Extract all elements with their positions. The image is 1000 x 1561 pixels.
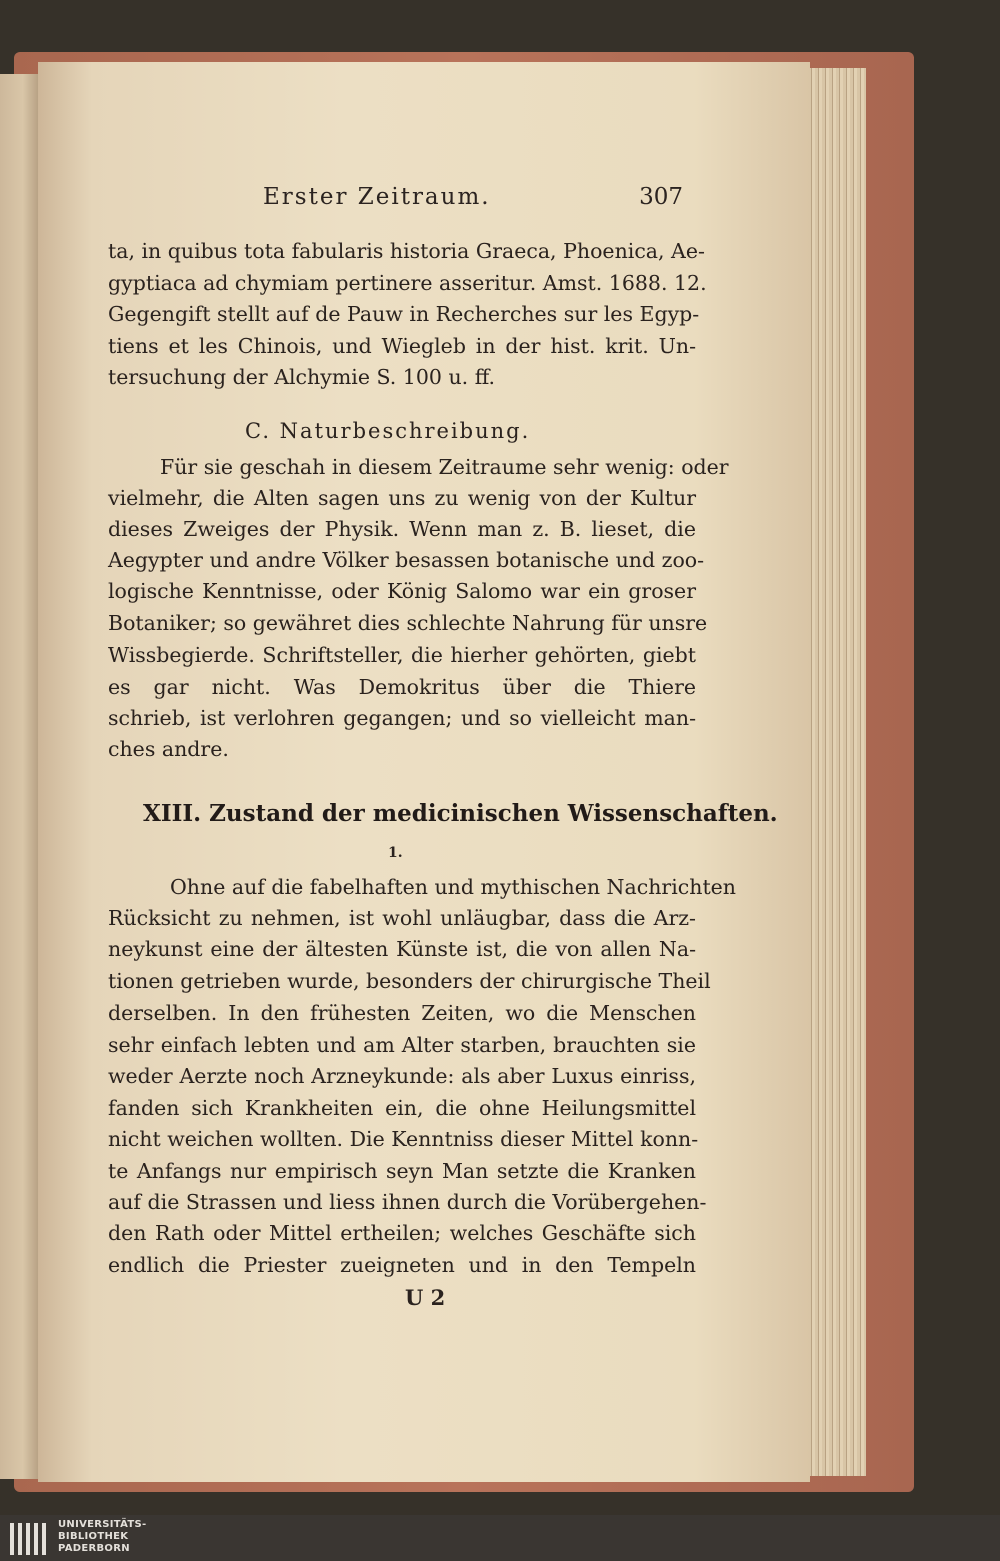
text-line: Aegypter und andre Völker besassen botanische und zoo- (108, 548, 705, 572)
text-line: schrieb, ist verlohren gegangen; und so vielleicht man- (108, 706, 696, 730)
text-line: Für sie geschah in diesem Zeitraume sehr wenig: oder (160, 455, 729, 479)
text-line: nicht weichen wollten. Die Kenntniss dieser Mittel konn- (108, 1127, 699, 1151)
left-page-edge (0, 74, 38, 1479)
library-logo-line: UNIVERSITÄTS- (58, 1519, 147, 1530)
text-line: neykunst eine der ältesten Künste ist, die von allen Na- (108, 937, 696, 961)
text-line: fanden sich Krankheiten ein, die ohne Heilungsmittel (108, 1096, 696, 1120)
section-number: 1. (388, 845, 403, 861)
library-footer-bar (0, 1515, 1000, 1561)
signature-mark: U 2 (405, 1285, 446, 1310)
page-stack-edges (808, 68, 866, 1476)
text-line: ches andre. (108, 737, 229, 761)
text-line: dieses Zweiges der Physik. Wenn man z. B. lieset, die (108, 517, 696, 541)
text-line: tionen getrieben wurde, besonders der chirurgische Theil (108, 969, 711, 993)
text-line: Wissbegierde. Schriftsteller, die hierher gehörten, giebt (108, 643, 696, 667)
text-line: ta, in quibus tota fabularis historia Graeca, Phoenica, Ae- (108, 239, 705, 263)
text-line: te Anfangs nur empirisch seyn Man setzte die Kranken (108, 1159, 696, 1183)
text-line: logische Kenntnisse, oder König Salomo war ein groser (108, 579, 696, 603)
text-line: auf die Strassen und liess ihnen durch die Vorübergehen- (108, 1190, 707, 1214)
text-line: weder Aerzte noch Arzneykunde: als aber Luxus einriss, (108, 1064, 696, 1088)
library-logo-icon (8, 1521, 50, 1557)
library-logo-line: PADERBORN (58, 1543, 130, 1554)
text-line: endlich die Priester zueigneten und in den Tempeln (108, 1253, 696, 1277)
text-line: den Rath oder Mittel ertheilen; welches Geschäfte sich (108, 1221, 696, 1245)
text-line: sehr einfach lebten und am Alter starben, brauchten sie (108, 1033, 696, 1057)
text-line: Ohne auf die fabelhaften und mythischen Nachrichten (170, 875, 737, 899)
text-line: Rücksicht zu nehmen, ist wohl unläugbar, dass die Arz- (108, 906, 696, 930)
running-head (263, 184, 683, 218)
text-line: gyptiaca ad chymiam pertinere asseritur. Amst. 1688. 12. (108, 271, 707, 295)
text-line: tiens et les Chinois, und Wiegleb in der hist. krit. Un- (108, 334, 696, 358)
section-heading-c: C. Naturbeschreibung. (245, 419, 531, 443)
page-number: 307 (639, 184, 683, 210)
text-line: vielmehr, die Alten sagen uns zu wenig von der Kultur (108, 486, 696, 510)
text-line: Botaniker; so gewähret dies schlechte Nahrung für unsre (108, 611, 708, 635)
chapter-heading-xiii: XIII. Zustand der medicinischen Wissenschaften. (143, 800, 778, 827)
text-line: tersuchung der Alchymie S. 100 u. ff. (108, 365, 496, 389)
library-logo-text (58, 1519, 147, 1555)
text-line: es gar nicht. Was Demokritus über die Thiere (108, 675, 696, 699)
running-head-title: Erster Zeitraum. (263, 184, 491, 210)
text-line: derselben. In den frühesten Zeiten, wo die Menschen (108, 1001, 696, 1025)
library-logo-line: BIBLIOTHEK (58, 1531, 129, 1542)
text-line: Gegengift stellt auf de Pauw in Recherches sur les Egyp- (108, 302, 700, 326)
